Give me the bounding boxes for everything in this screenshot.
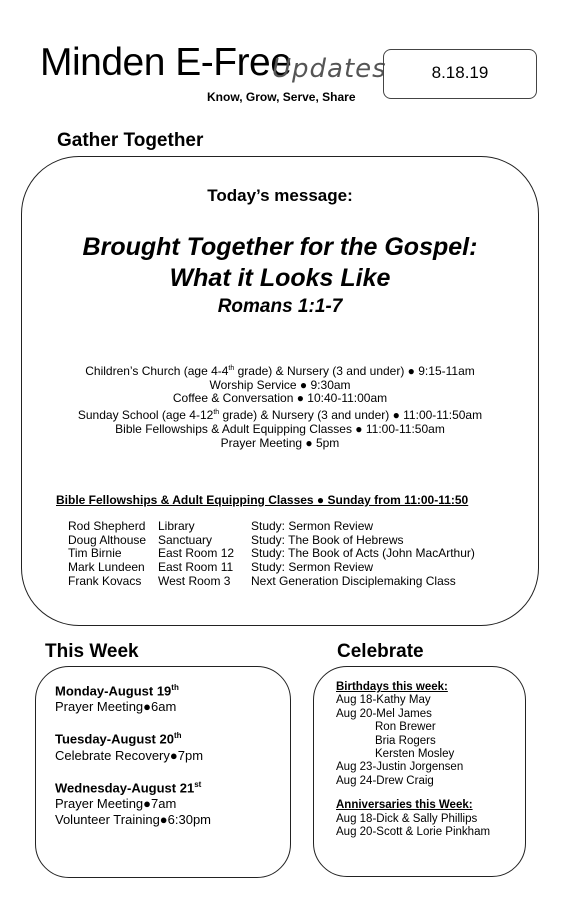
birthday-item: Ron Brewer [375, 721, 436, 734]
class-room: East Room 11 [158, 560, 234, 575]
week-day-heading [55, 728, 211, 747]
schedule-text: Worship Service ● 9:30am [209, 377, 351, 392]
message-label: Today’s message: [207, 186, 353, 205]
schedule-line [21, 392, 539, 406]
gather-heading: Gather Together [57, 130, 204, 151]
birthday-list [336, 694, 490, 788]
schedule-text: grade) & Nursery (3 and under) ● 9:15-11am [234, 364, 475, 378]
newsletter-title: Minden E-Free [40, 41, 292, 84]
class-study: Study: Sermon Review [251, 560, 374, 575]
week-event: Volunteer Training●6:30pm [55, 811, 212, 827]
day-label: Tuesday-August 20 [55, 731, 174, 747]
class-row [68, 547, 475, 561]
week-event: Prayer Meeting●7am [55, 795, 177, 811]
schedule-line [21, 379, 539, 393]
schedule-text: Prayer Meeting ● 5pm [220, 435, 340, 450]
week-day-block [55, 777, 211, 828]
sermon-title [21, 232, 539, 294]
schedule-text: Bible Fellowships & Adult Equipping Classes ● 11:00-11:50am [115, 421, 445, 436]
classes-table [68, 520, 475, 589]
celebrate-heading: Celebrate [337, 641, 424, 662]
tagline: Know, Grow, Serve, Share [207, 90, 356, 104]
schedule-line [21, 437, 539, 451]
week-day-heading [55, 777, 211, 796]
scripture-reference: Romans 1:1-7 [217, 296, 343, 317]
week-day-block [55, 728, 211, 763]
birthday-item: Kersten Mosley [375, 748, 455, 761]
day-label: Monday-August 19 [55, 683, 172, 699]
anniversaries-heading: Anniversaries this Week: [336, 799, 473, 812]
ordinal-suffix: st [194, 779, 202, 789]
week-event: Celebrate Recovery●7pm [55, 747, 204, 763]
class-row [68, 575, 475, 589]
birthday-item: Aug 20-Mel James [336, 707, 432, 720]
schedule-line [21, 362, 539, 379]
class-leader: Mark Lundeen [68, 560, 145, 575]
classes-heading: Bible Fellowships & Adult Equipping Classes ● Sunday from 11:00-11:50 [56, 493, 469, 507]
class-study: Next Generation Disciplemaking Class [251, 573, 456, 588]
class-room: Library [158, 519, 195, 533]
class-study: Study: Sermon Review [251, 519, 374, 533]
sermon-title-line1: Brought Together for the Gospel: [82, 233, 478, 261]
this-week-list [55, 680, 211, 828]
class-row [68, 561, 475, 575]
schedule-text: grade) & Nursery (3 and under) ● 11:00-11:50am [219, 408, 483, 423]
week-day-block [55, 680, 211, 715]
ordinal-suffix: th [171, 683, 179, 692]
week-day-heading [55, 680, 211, 699]
class-leader: Frank Kovacs [68, 573, 142, 588]
week-event: Prayer Meeting●6am [55, 699, 177, 715]
class-row [68, 534, 475, 548]
class-room: Sanctuary [158, 532, 213, 547]
class-study: Study: The Book of Hebrews [251, 532, 404, 547]
class-leader: Rod Shepherd [68, 519, 146, 533]
anniversary-item: Aug 18-Dick & Sally Phillips [336, 812, 478, 825]
anniversary-list [336, 813, 490, 840]
birthday-item: Aug 23-Justin Jorgensen [336, 761, 464, 774]
ordinal-suffix: th [213, 409, 220, 417]
sermon-title-line2: What it Looks Like [169, 264, 391, 292]
birthday-item: Aug 18-Kathy May [336, 694, 431, 707]
birthday-item: Aug 24-Drew Craig [336, 774, 434, 787]
class-study: Study: The Book of Acts (John MacArthur) [251, 546, 475, 561]
schedule-text: Sunday School (age 4-12 [77, 408, 214, 423]
class-room: West Room 3 [158, 573, 231, 588]
birthday-item: Bria Rogers [375, 734, 436, 747]
ordinal-suffix: th [228, 365, 235, 372]
newsletter-subtitle: Updates [272, 54, 387, 84]
class-room: East Room 12 [158, 546, 235, 561]
issue-date: 8.18.19 [431, 63, 489, 82]
schedule-line [21, 406, 539, 423]
this-week-heading: This Week [45, 641, 139, 662]
schedule-text: Coffee & Conversation ● 10:40-11:00am [172, 391, 388, 406]
birthdays-heading: Birthdays this week: [336, 681, 448, 693]
schedule-line [21, 423, 539, 437]
class-leader: Doug Althouse [68, 532, 147, 547]
class-row [68, 520, 475, 534]
date-box [383, 49, 537, 99]
celebrate-list [336, 681, 490, 839]
class-leader: Tim Birnie [68, 546, 122, 561]
schedule-text: Children’s Church (age 4-4 [85, 364, 229, 378]
day-label: Wednesday-August 21 [55, 779, 195, 795]
ordinal-suffix: th [173, 731, 182, 741]
anniversary-item: Aug 20-Scott & Lorie Pinkham [336, 826, 491, 839]
service-schedule [21, 362, 539, 450]
